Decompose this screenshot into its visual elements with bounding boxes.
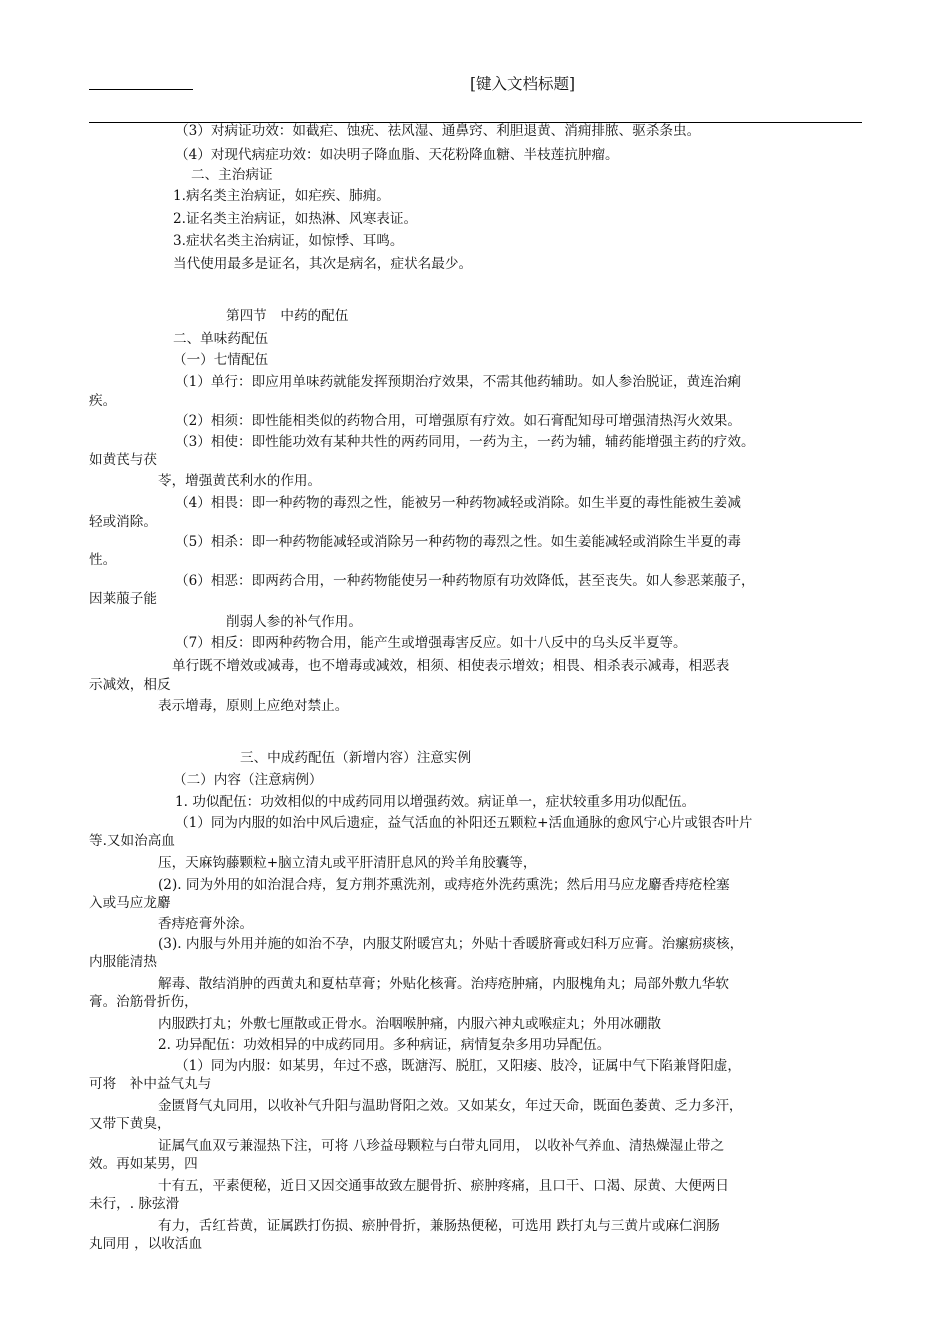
- text-line: 内服能清热: [89, 954, 157, 970]
- text-line: 削弱人参的补气作用。: [226, 614, 362, 630]
- text-line: 证属气血双亏兼湿热下注，可将 八珍益母颗粒与白带丸同用， 以收补气养血、清热燥湿止带之: [158, 1138, 724, 1154]
- text-line: 轻或消除。: [89, 514, 157, 530]
- text-line: 压，天麻钩藤颗粒+脑立清丸或平肝清肝息风的羚羊角胶囊等，: [158, 855, 537, 871]
- text-line: （1）单行：即应用单味药就能发挥预期治疗效果，不需其他药辅助。如人参治脱证，黄连治痢: [175, 374, 741, 390]
- text-line: （7）相反：即两种药物合用，能产生或增强毒害反应。如十八反中的乌头反半夏等。: [175, 635, 687, 651]
- section-heading: （一）七情配伍: [173, 352, 269, 368]
- section-heading: （二）内容（注意病例）: [173, 772, 323, 788]
- text-line: (2). 同为外用的如治混合痔，复方荆芥熏洗剂，或痔疮外洗药熏洗；然后用马应龙麝香痔疮栓塞: [158, 877, 730, 893]
- text-line: （4）相畏：即一种药物的毒烈之性，能被另一种药物减轻或消除。如生半夏的毒性能被生姜减: [175, 495, 741, 511]
- section-heading: 二、主治病证: [191, 167, 273, 183]
- text-line: 2.证名类主治病证，如热淋、风寒表证。: [173, 211, 418, 227]
- text-line: 表示增毒，原则上应绝对禁止。: [158, 698, 349, 714]
- text-line: （6）相恶：即两药合用，一种药物能使另一种药物原有功效降低，甚至丧失。如人参恶莱菔子，: [175, 573, 755, 589]
- text-line: 效。再如某男，四: [89, 1156, 198, 1172]
- document-header-title: [键入文档标题]: [470, 75, 576, 93]
- text-line: 金匮肾气丸同用，以收补气升阳与温助肾阳之效。又如某女，年过天命，既面色萎黄、乏力多汗，: [158, 1098, 743, 1114]
- text-line: 有力，舌红苔黄，证属跌打伤损、瘀肿骨折，兼肠热便秘，可选用 跌打丸与三黄片或麻仁润肠: [158, 1218, 720, 1234]
- text-line: 内服跌打丸；外敷七厘散或正骨水。治咽喉肿痛，内服六神丸或喉症丸；外用冰硼散: [158, 1016, 661, 1032]
- text-line: （1）同为内服的如治中风后遗症，益气活血的补阳还五颗粒+活血通脉的愈风宁心片或银杏叶片: [175, 815, 753, 831]
- text-line: 当代使用最多是证名，其次是病名，症状名最少。: [173, 256, 473, 272]
- text-line: （1）同为内服：如某男，年过不惑，既溏泻、脱肛，又阳痿、肢冷，证属中气下陷兼肾阳虚，: [175, 1058, 741, 1074]
- header-rule-short: [89, 89, 193, 90]
- text-line: 等.又如治高血: [89, 833, 175, 849]
- text-line: 3.症状名类主治病证，如惊悸、耳鸣。: [173, 233, 404, 249]
- text-line: （3）对病证功效：如截疟、蚀疣、祛风湿、通鼻窍、利胆退黄、消痈排脓、驱杀条虫。: [175, 123, 701, 139]
- text-line: （2）相须：即性能相类似的药物合用，可增强原有疗效。如石膏配知母可增强清热泻火效果。: [175, 413, 741, 429]
- text-line: （3）相使：即性能功效有某种共性的两药同用，一药为主，一药为辅，辅药能增强主药的疗效。: [175, 434, 755, 450]
- text-line: 膏。治筋骨折伤，: [89, 994, 198, 1010]
- text-line: 疾。: [89, 393, 117, 409]
- text-line: 入或马应龙麝: [89, 895, 171, 911]
- text-line: 2. 功异配伍：功效相异的中成药同用。多种病证，病情复杂多用功异配伍。: [158, 1037, 611, 1053]
- text-line: 未行，. 脉弦滑: [89, 1196, 180, 1212]
- text-line: 1. 功似配伍：功效相似的中成药同用以增强药效。病证单一，症状较重多用功似配伍。: [175, 794, 696, 810]
- text-line: 单行既不增效或减毒，也不增毒或减效，相须、相使表示增效；相畏、相杀表示减毒，相恶表: [172, 658, 730, 674]
- text-line: 1.病名类主治病证，如疟疾、肺痈。: [173, 188, 390, 204]
- text-line: 因莱菔子能: [89, 591, 157, 607]
- text-line: 示减效，相反: [89, 677, 171, 693]
- text-line: 解毒、散结消肿的西黄丸和夏枯草膏；外贴化核膏。治痔疮肿痛，内服槐角丸；局部外敷九华软: [158, 976, 729, 992]
- text-line: 可将 补中益气丸与: [89, 1076, 212, 1092]
- text-line: （5）相杀：即一种药物能减轻或消除另一种药物的毒烈之性。如生姜能减轻或消除生半夏的毒: [175, 534, 741, 550]
- section-heading: 三、中成药配伍（新增内容）注意实例: [240, 750, 472, 766]
- text-line: 十有五，平素便秘，近日又因交通事故致左腿骨折、瘀肿疼痛，且口干、口渴、尿黄、大便两日: [158, 1178, 729, 1194]
- text-line: 如黄芪与茯: [89, 452, 157, 468]
- text-line: 苓，增强黄芪利水的作用。: [158, 473, 322, 489]
- text-line: 性。: [89, 552, 117, 568]
- text-line: (3). 内服与外用并施的如治不孕，内服艾附暖宫丸；外贴十香暖脐膏或妇科万应膏。治瘰疬痰核，: [158, 936, 744, 952]
- text-line: 丸同用 ，以收活血: [89, 1236, 203, 1252]
- text-line: 香痔疮膏外涂。: [158, 916, 254, 932]
- text-line: （4）对现代病症功效：如决明子降血脂、天花粉降血糖、半枝莲抗肿瘤。: [175, 147, 619, 163]
- text-line: 又带下黄臭，: [89, 1116, 171, 1132]
- section-heading: 第四节 中药的配伍: [226, 308, 349, 324]
- section-heading: 二、单味药配伍: [173, 331, 269, 347]
